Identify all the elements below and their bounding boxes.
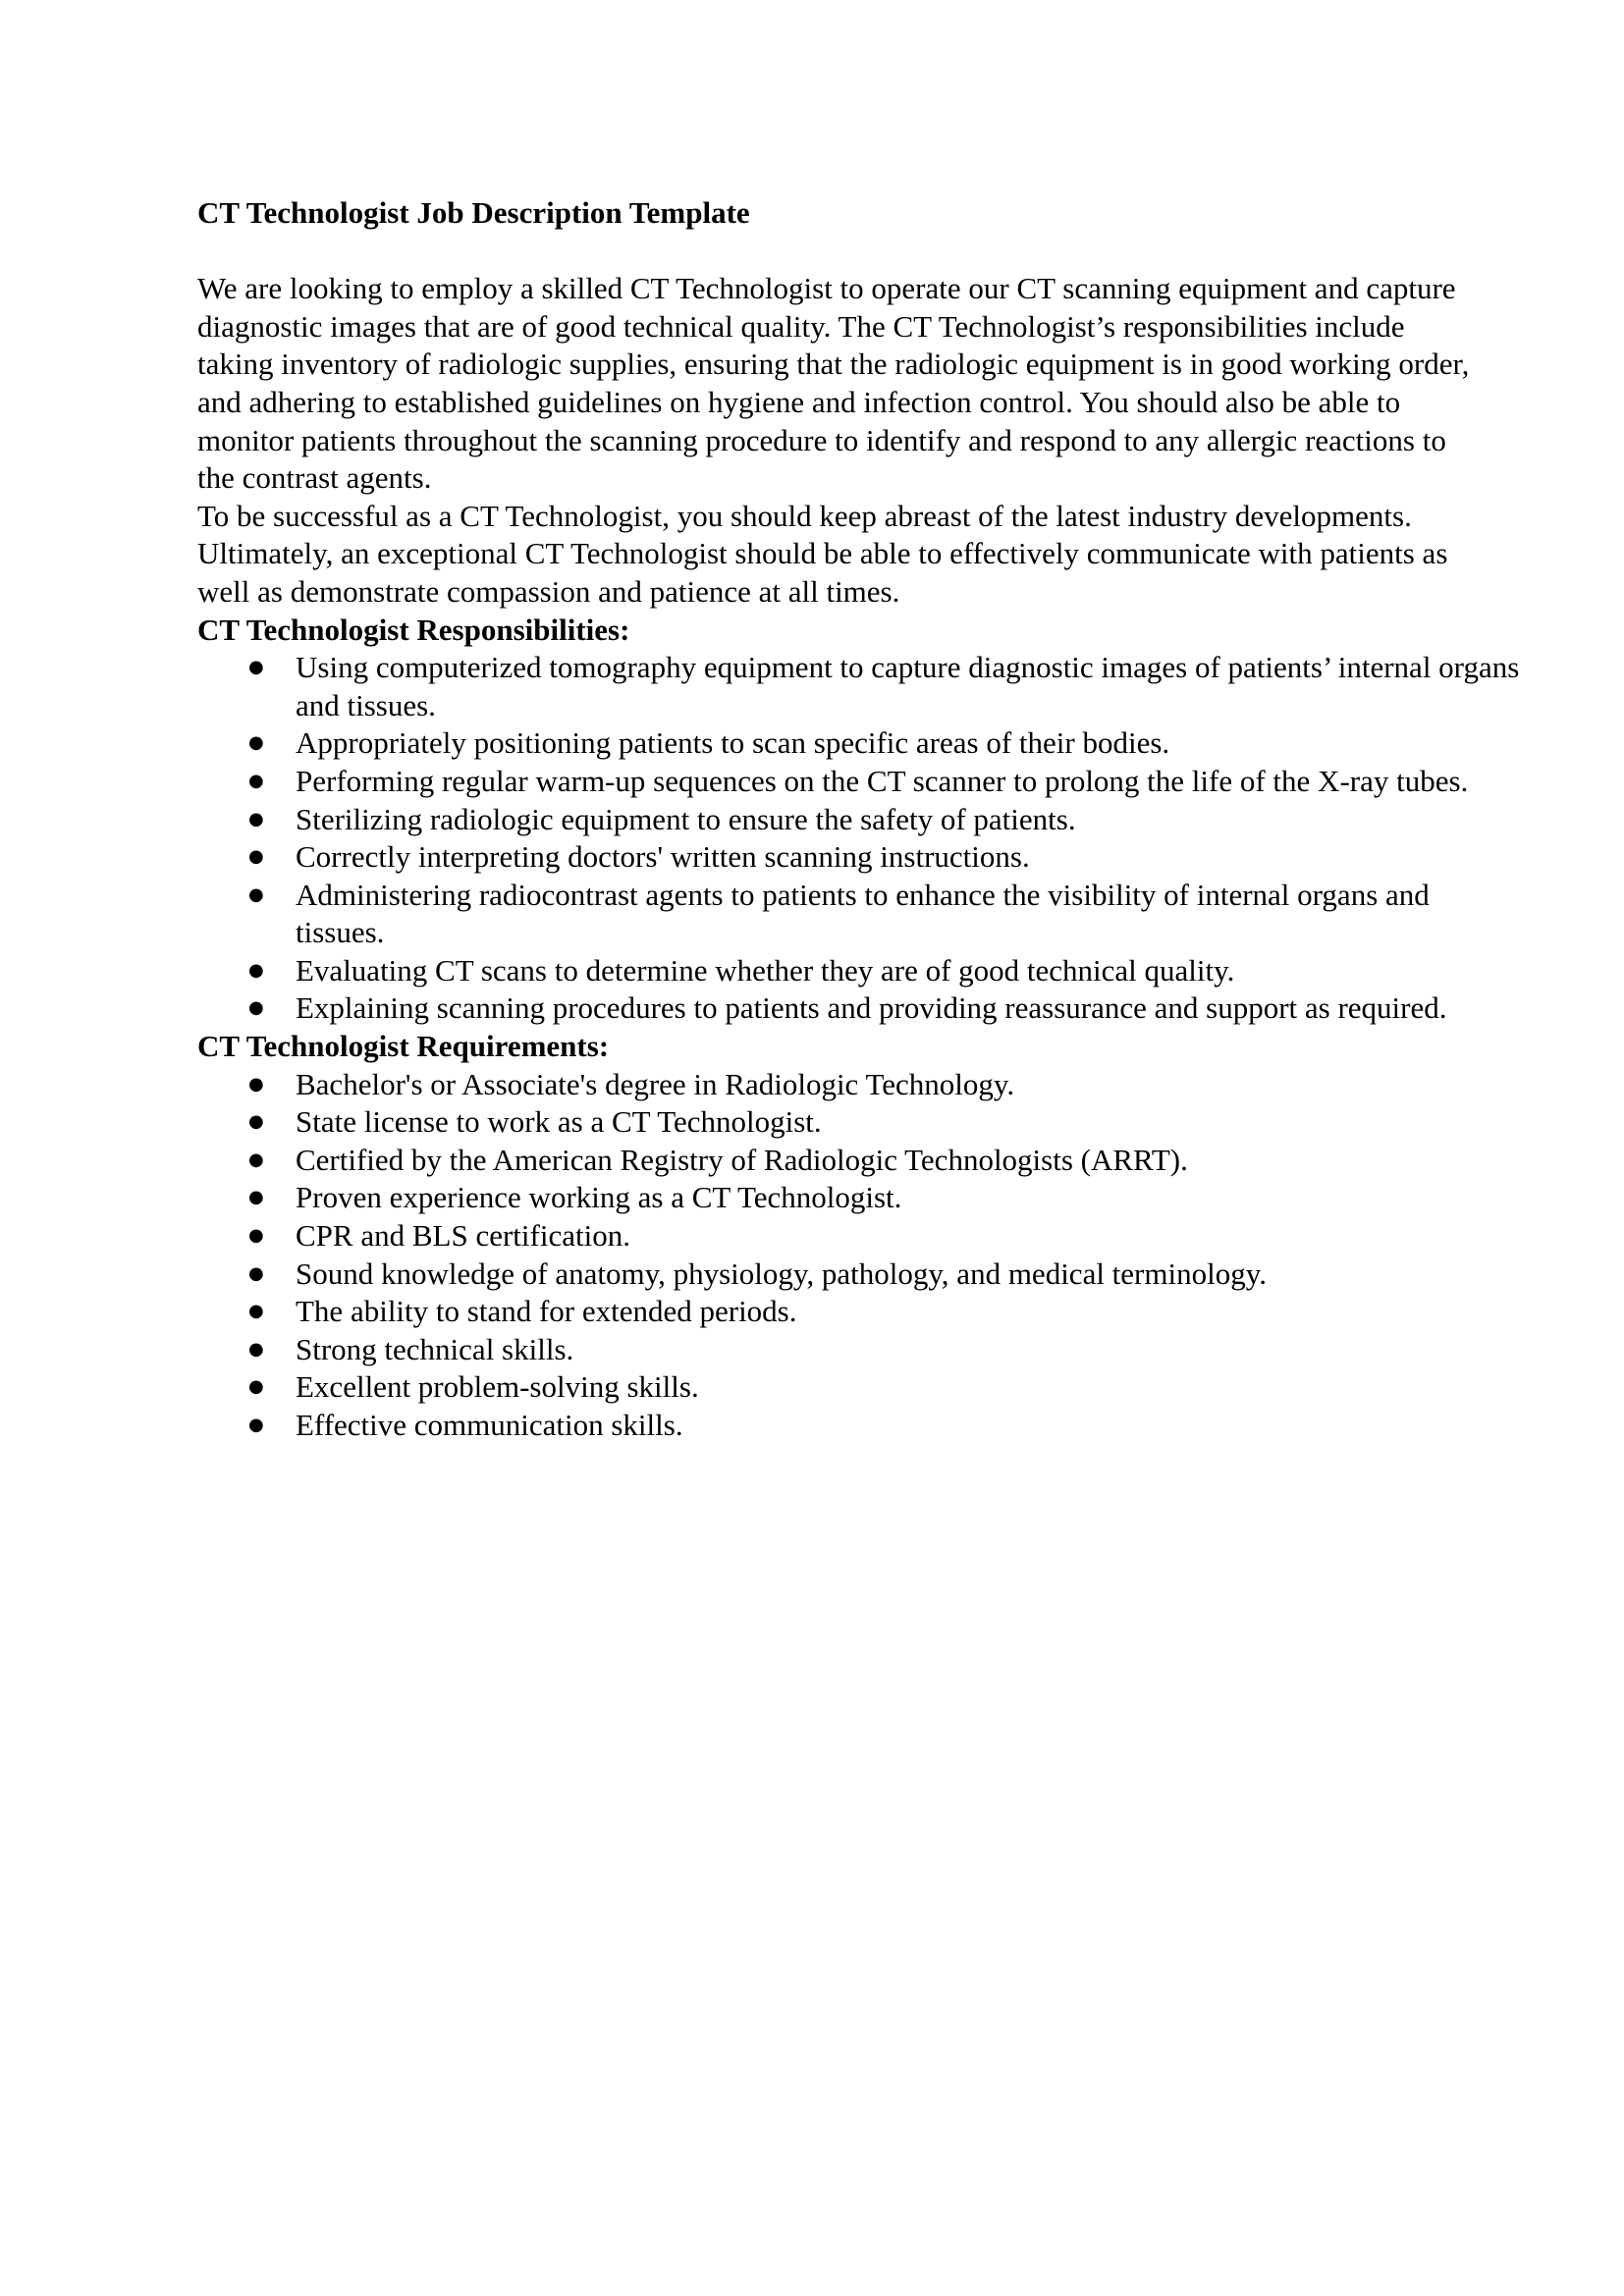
document-title: CT Technologist Job Description Template [197,195,750,230]
list-item [197,1217,1523,1255]
list-item [197,649,1523,724]
bullet-icon: ● [248,657,264,678]
intro-paragraph-1: We are looking to employ a skilled CT Technologist to operate our CT scanning equipment and capture diagnostic images that are of good technical quality. The CT Technologist’s responsibilities include taking inventory of radiologic supplies, ensuring that the radiologic equipment is in good working order, and adhering to established guidelines on hygiene and infection control. You should also be able to monitor patients throughout the scanning procedure to identify and respond to any allergic reactions to the contrast agents. [197,271,1470,496]
bullet-icon: ● [248,959,264,981]
list-item [197,1255,1523,1294]
list-item [197,724,1523,763]
list-item-text: Excellent problem-solving skills. [296,1369,699,1405]
list-item-text: Correctly interpreting doctors' written scanning instructions. [296,839,1030,875]
list-item [197,989,1523,1028]
bullet-icon: ● [248,732,264,754]
bullet-icon: ● [248,808,264,829]
bullet-icon: ● [248,883,264,905]
list-item-text: Administering radiocontrast agents to patients to enhance the visibility of internal organs and tissues. [296,877,1430,950]
bullet-icon: ● [248,1338,264,1360]
list-item-text: Bachelor's or Associate's degree in Radiologic Technology. [296,1066,1015,1101]
list-item [197,1066,1523,1104]
responsibilities-list [197,649,1520,1028]
bullet-icon: ● [248,770,264,791]
list-item-text: The ability to stand for extended periods. [296,1294,797,1329]
bullet-icon: ● [248,1376,264,1398]
list-item-text: State license to work as a CT Technologist. [296,1104,822,1140]
list-item-text: Using computerized tomography equipment to capture diagnostic images of patients’ internal organs and tissues. [296,650,1520,722]
intro-paragraph-2: To be successful as a CT Technologist, you should keep abreast of the latest industry developments. Ultimately, an exceptional CT Technologist should be able to effectively communicate with patients as well as demonstrate compassion and patience at all times. [197,498,1448,609]
bullet-icon: ● [248,846,264,868]
list-item [197,801,1523,839]
bullet-icon: ● [248,1301,264,1322]
requirements-list [197,1066,1474,1445]
list-item [197,763,1523,801]
list-item [197,1407,1523,1445]
list-item-text: Proven experience working as a CT Technologist. [296,1180,902,1215]
list-item [197,1179,1523,1217]
bullet-icon: ● [248,1073,264,1095]
list-item [197,838,1523,877]
bullet-icon: ● [248,1262,264,1284]
list-item [197,877,1523,952]
list-item-text: Strong technical skills. [296,1331,574,1366]
list-item-text: Effective communication skills. [296,1408,683,1442]
bullet-icon: ● [248,997,264,1019]
title-spacer [197,233,1474,271]
bullet-icon: ● [248,1187,264,1208]
requirements-heading: CT Technologist Requirements: [197,1029,610,1064]
list-item [197,1368,1523,1407]
document-page [197,194,1520,1445]
list-item-text: Appropriately positioning patients to scan specific areas of their bodies. [296,725,1170,761]
list-item-text: Evaluating CT scans to determine whether they are of good technical quality. [296,952,1235,988]
list-item-text: Sound knowledge of anatomy, physiology, pathology, and medical terminology. [296,1255,1267,1291]
bullet-icon: ● [248,1148,264,1170]
list-item [197,952,1523,990]
list-item-text: Explaining scanning procedures to patients and providing reassurance and support as required. [296,990,1447,1026]
list-item-text: Performing regular warm-up sequences on the CT scanner to prolong the life of the X-ray tubes. [296,763,1469,798]
bullet-icon: ● [248,1225,264,1247]
list-item-text: Certified by the American Registry of Radiologic Technologists (ARRT). [296,1142,1188,1177]
list-item [197,1331,1523,1369]
list-item-text: Sterilizing radiologic equipment to ensure the safety of patients. [296,801,1076,836]
list-item-text: CPR and BLS certification. [296,1218,630,1254]
bullet-icon: ● [248,1415,264,1435]
list-item [197,1103,1523,1142]
responsibilities-heading: CT Technologist Responsibilities: [197,612,630,647]
bullet-icon: ● [248,1111,264,1133]
list-item [197,1293,1523,1331]
list-item [197,1142,1523,1180]
